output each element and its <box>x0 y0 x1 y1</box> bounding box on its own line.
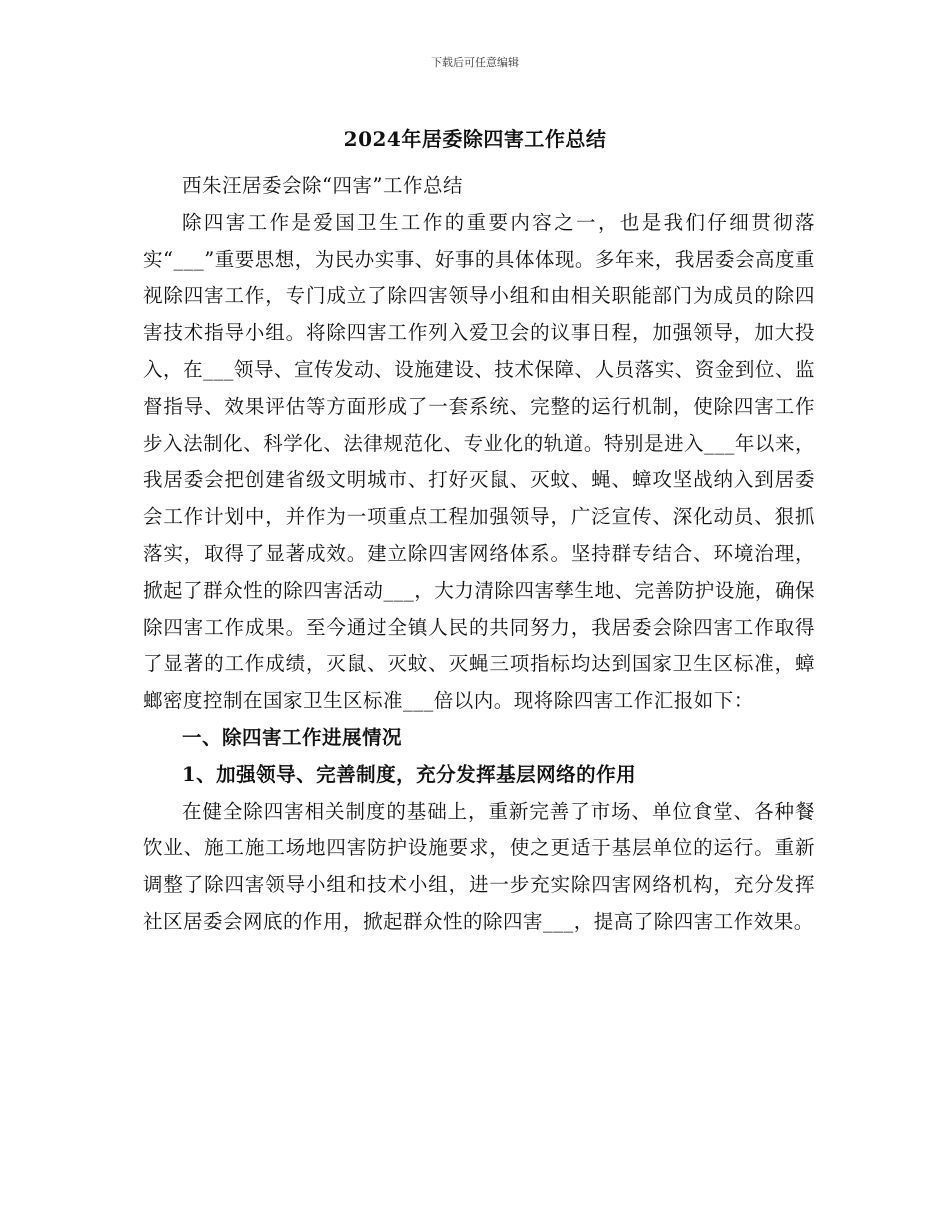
section-heading: 一、除四害工作进展情况 <box>182 725 403 749</box>
document-subtitle: 西朱汪居委会除“四害”工作总结 <box>182 174 463 197</box>
section-paragraph: 在健全除四害相关制度的基础上，重新完善了市场、单位食堂、各种餐饮业、施工施工场地四害防护设施要求，使之更适于基层单位的运行。重新调整了除四害领导小组和技术小组，进一步充实除四害网络机构，充分发挥社区居委会网底的作用，掀起群众性的除四害___，提高了除四害工作效果。 <box>143 799 815 933</box>
intro-paragraph: 除四害工作是爱国卫生工作的重要内容之一，也是我们仔细贯彻落实“___”重要思想，为民办实事、好事的具体体现。多年来，我居委会高度重视除四害工作，专门成立了除四害领导小组和由相关职能部门为成员的除四害技术指导小组。将除四害工作列入爱卫会的议事日程，加强领导，加大投入，在___领导、宣传发动、设施建设、技术保障、人员落实、资金到位、监督指导、效果评估等方面形成了一套系统、完整的运行机制，使除四害工作步入法制化、科学化、法律规范化、专业化的轨道。特别是进入___年以来，我居委会把创建省级文明城市、打好灭鼠、灭蚊、蝇、蟑攻坚战纳入到居委会工作计划中，并作为一项重点工程加强领导，广泛宣传、深化动员、狠抓落实，取得了显著成效。建立除四害网络体系。坚持群专结合、环境治理，掀起了群众性的除四害活动___，大力清除四害孳生地、完善防护设施，确保除四害工作成果。至今通过全镇人民的共同努力，我居委会除四害工作取得了显著的工作成绩，灭鼠、灭蚊、灭蝇三项指标均达到国家卫生区标准，蟑螂密度控制在国家卫生区标准___倍以内。现将除四害工作汇报如下： <box>143 210 815 713</box>
document-title: 2024年居委除四害工作总结 <box>343 127 607 151</box>
subsection-heading: 1、加强领导、完善制度，充分发挥基层网络的作用 <box>182 762 637 786</box>
header-note: 下载后可任意编辑 <box>431 56 519 69</box>
document-body <box>143 168 815 941</box>
